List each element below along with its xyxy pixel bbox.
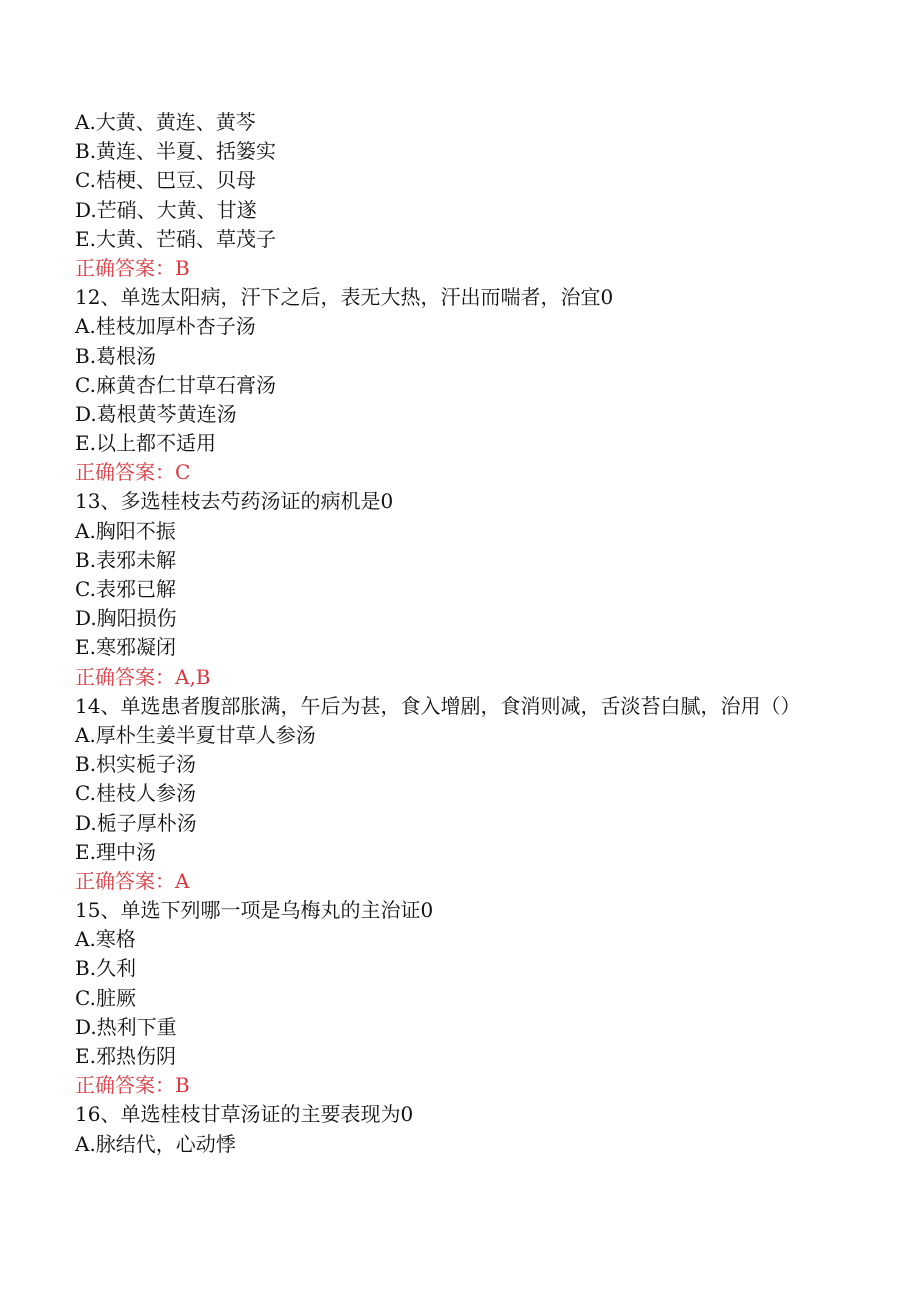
question-14: [75, 692, 835, 896]
correct-answer: 正确答案：B: [75, 1073, 190, 1098]
option-a: A.桂枝加厚朴杏子汤: [75, 314, 256, 339]
option-d: D.葛根黄芩黄连汤: [75, 401, 237, 426]
option-b: B.表邪未解: [75, 547, 177, 572]
correct-answer: 正确答案：B: [75, 255, 190, 280]
option-a: A.脉结代，心动悸: [75, 1131, 236, 1156]
question-stem: 16、单选桂枝甘草汤证的主要表现为0: [75, 1102, 414, 1127]
question-16: [75, 1100, 835, 1158]
question-stem: 13、多选桂枝去芍药汤证的病机是0: [75, 489, 394, 514]
option-e: E.大黄、芒硝、草茂子: [75, 226, 276, 251]
option-e: E.理中汤: [75, 839, 156, 864]
option-c: C.麻黄杏仁甘草石膏汤: [75, 372, 276, 397]
question-stem: 12、单选太阳病，汗下之后，表无大热，汗出而喘者，治宜0: [75, 285, 614, 310]
option-c: C.桂枝人参汤: [75, 781, 196, 806]
option-a: A.厚朴生姜半夏甘草人参汤: [75, 722, 316, 747]
correct-answer: 正确答案：A: [75, 868, 190, 893]
option-a: A.胸阳不振: [75, 518, 176, 543]
option-e: E.寒邪凝闭: [75, 635, 176, 660]
option-a: A.大黄、黄连、黄芩: [75, 110, 256, 134]
question-stem: 15、单选下列哪一项是乌梅丸的主治证0: [75, 898, 434, 923]
option-e: E.以上都不适用: [75, 431, 216, 456]
correct-answer: 正确答案：C: [75, 460, 191, 485]
question-12: [75, 283, 835, 487]
option-d: D.热利下重: [75, 1014, 177, 1039]
question-stem: 14、单选患者腹部胀满，午后为甚，食入增剧，食消则减，舌淡苔白腻，治用（）: [75, 693, 801, 718]
option-b: B.枳实栀子汤: [75, 752, 197, 777]
option-b: B.久利: [75, 956, 137, 981]
question-15: [75, 896, 835, 1100]
option-d: D.栀子厚朴汤: [75, 810, 197, 835]
question-13: [75, 487, 835, 691]
option-c: C.表邪已解: [75, 577, 176, 601]
option-d: D.芒硝、大黄、甘遂: [75, 197, 257, 222]
option-b: B.葛根汤: [75, 343, 157, 368]
correct-answer: 正确答案：A,B: [75, 664, 211, 689]
option-a: A.寒格: [75, 927, 136, 952]
question-11-tail: [75, 108, 835, 283]
option-d: D.胸阳损伤: [75, 606, 177, 631]
option-c: C.脏厥: [75, 985, 136, 1010]
option-e: E.邪热伤阴: [75, 1044, 176, 1069]
document-page: [75, 108, 835, 1159]
option-b: B.黄连、半夏、括篓实: [75, 139, 277, 164]
option-c: C.桔梗、巴豆、贝母: [75, 168, 256, 193]
